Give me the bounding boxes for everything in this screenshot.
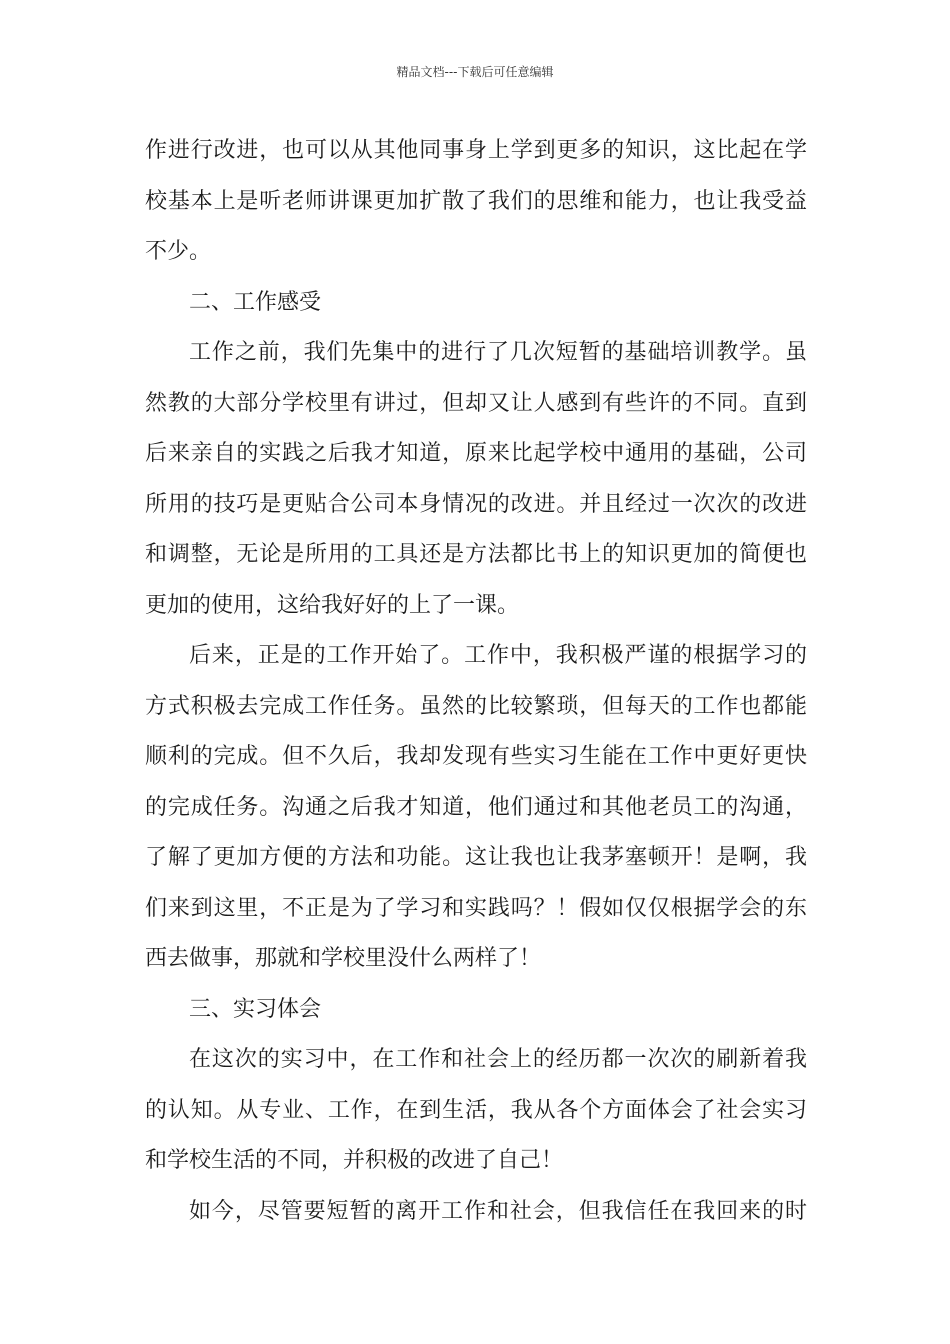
- page-header: 精品文档---下载后可任意编辑: [396, 65, 554, 79]
- text-line: 们来到这里，不正是为了学习和实践吗？！假如仅仅根据学会的东: [145, 895, 807, 921]
- text-line: 更加的使用，这给我好好的上了一课。: [145, 592, 520, 618]
- paragraph: [145, 631, 807, 985]
- text-line: 西去做事，那就和学校里没什么两样了！: [145, 946, 542, 971]
- paragraph: [145, 1187, 807, 1238]
- text-line: 方式积极去完成工作任务。虽然的比较繁琐，但每天的工作也都能: [145, 693, 807, 719]
- paragraph: [145, 1035, 807, 1187]
- text-line: 校基本上是听老师讲课更加扩散了我们的思维和能力，也让我受益: [145, 188, 807, 214]
- text-line: 在这次的实习中，在工作和社会上的经历都一次次的刷新着我: [189, 1047, 807, 1072]
- text-line: 工作之前，我们先集中的进行了几次短暂的基础培训教学。虽: [189, 340, 807, 365]
- text-line: 和调整，无论是所用的工具还是方法都比书上的知识更加的简便也: [145, 542, 807, 567]
- text-line: 的认知。从专业、工作，在到生活，我从各个方面体会了社会实习: [145, 1097, 807, 1123]
- paragraph: [145, 126, 807, 278]
- text-line: 后来，正是的工作开始了。工作中，我积极严谨的根据学习的: [189, 643, 807, 668]
- section-heading-text: 三、实习体会: [189, 996, 322, 1022]
- section-heading-text: 二、工作感受: [189, 289, 322, 315]
- document-body: [145, 126, 807, 1237]
- section-heading: [145, 985, 807, 1036]
- text-line: 不少。: [145, 239, 212, 264]
- text-line: 作进行改进，也可以从其他同事身上学到更多的知识，这比起在学: [145, 138, 807, 163]
- text-line: 然教的大部分学校里有讲过，但却又让人感到有些许的不同。直到: [145, 390, 807, 416]
- text-line: 顺利的完成。但不久后，我却发现有些实习生能在工作中更好更快: [145, 744, 807, 769]
- text-line: 后来亲自的实践之后我才知道，原来比起学校中通用的基础，公司: [145, 441, 807, 466]
- section-heading: [145, 278, 807, 329]
- text-line: 和学校生活的不同，并积极的改进了自己！: [145, 1148, 564, 1173]
- text-line: 了解了更加方便的方法和功能。这让我也让我茅塞顿开！是啊，我: [145, 845, 807, 870]
- text-line: 所用的技巧是更贴合公司本身情况的改进。并且经过一次次的改进: [145, 491, 807, 517]
- paragraph: [145, 328, 807, 631]
- text-line: 如今，尽管要短暂的离开工作和社会，但我信任在我回来的时: [189, 1198, 807, 1224]
- text-line: 的完成任务。沟通之后我才知道，他们通过和其他老员工的沟通，: [145, 794, 807, 820]
